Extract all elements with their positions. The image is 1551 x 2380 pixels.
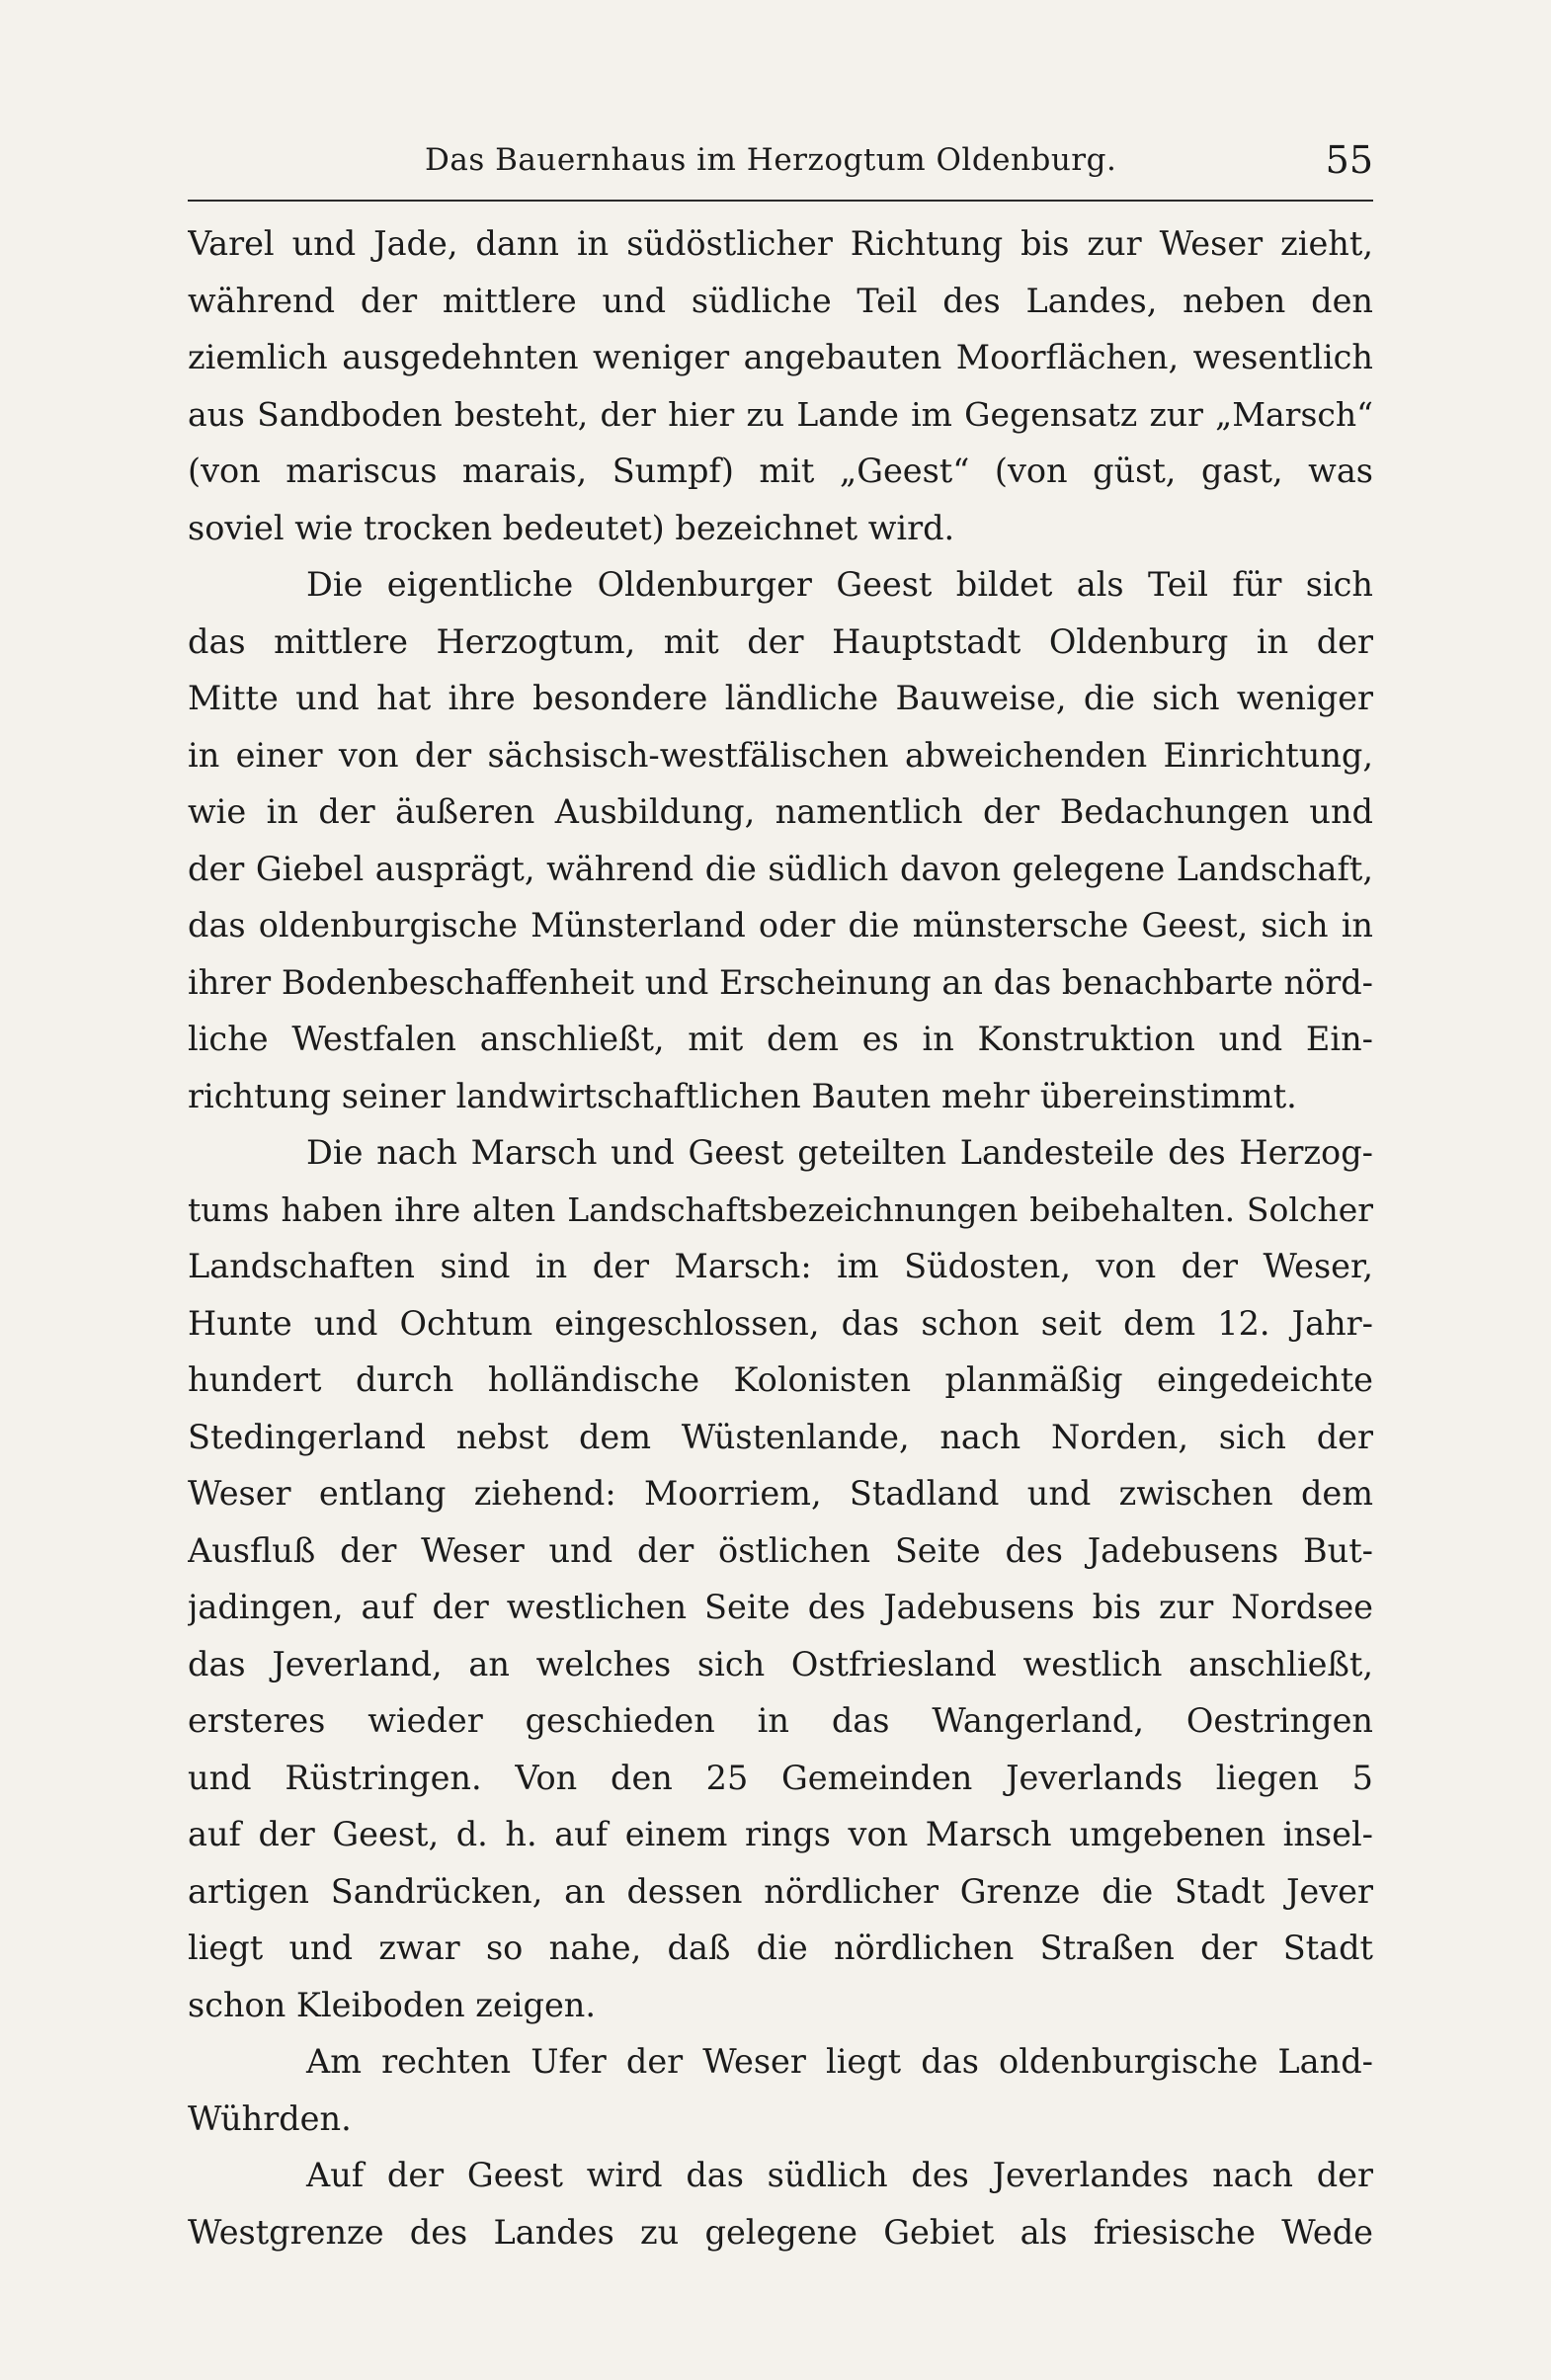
text-line: Wührden. <box>188 2098 352 2138</box>
text-line: (von mariscus marais, Sumpf) mit „Geest“ (von güst, gast, was <box>188 451 1373 490</box>
text-line: Weser entlang ziehend: Moorriem, Stadland und zwischen dem <box>188 1474 1373 1513</box>
text-line: Ausfluß der Weser und der östlichen Seite des Jadebusens But- <box>188 1530 1373 1570</box>
text-line: artigen Sandrücken, an dessen nördlicher Grenze die Stadt Jever <box>188 1871 1373 1911</box>
text-line: Stedingerland nebst dem Wüstenlande, nach Norden, sich der <box>188 1417 1373 1456</box>
text-line: jadingen, auf der westlichen Seite des Jadebusens bis zur Nordsee <box>188 1588 1373 1626</box>
text-line: wie in der äußeren Ausbildung, namentlich der Bedachungen und <box>188 792 1373 831</box>
text-line: in einer von der sächsisch-westfälischen abweichenden Einrichtung, <box>188 735 1373 775</box>
text-line: liche Westfalen anschließt, mit dem es in Konstruktion und Ein- <box>188 1020 1373 1058</box>
text-line: richtung seiner landwirtschaftlichen Bauten mehr übereinstimmt. <box>188 1076 1297 1115</box>
page-number: 55 <box>1325 138 1373 182</box>
text-line: Westgrenze des Landes zu gelegene Gebiet als friesische Wede <box>188 2212 1373 2252</box>
text-line: Die nach Marsch und Geest geteilten Landesteile des Herzog- <box>306 1133 1373 1172</box>
text-line: Die eigentliche Oldenburger Geest bildet als Teil für sich <box>306 565 1373 604</box>
text-line: Landschaften sind in der Marsch: im Südosten, von der Weser, <box>188 1247 1373 1285</box>
text-line: Auf der Geest wird das südlich des Jeverlandes nach der <box>306 2156 1373 2194</box>
text-line: Hunte und Ochtum eingeschlossen, das schon seit dem 12. Jahr- <box>188 1303 1373 1343</box>
header-rule <box>188 200 1373 202</box>
text-line: Varel und Jade, dann in südöstlicher Richtung bis zur Weser zieht, <box>188 224 1373 263</box>
text-line: schon Kleiboden zeigen. <box>188 1985 596 2024</box>
text-line: ihrer Bodenbeschaffenheit und Erscheinung an das benachbarte nörd- <box>188 962 1373 1002</box>
body-text <box>188 215 1373 2260</box>
text-line: das mittlere Herzogtum, mit der Hauptstadt Oldenburg in der <box>188 621 1373 661</box>
text-line: tums haben ihre alten Landschaftsbezeichnungen beibehalten. Solcher <box>188 1190 1373 1229</box>
text-line: auf der Geest, d. h. auf einem rings von Marsch umgebenen insel- <box>188 1815 1373 1853</box>
running-title: Das Bauernhaus im Herzogtum Oldenburg. <box>425 142 1117 178</box>
text-line: der Giebel ausprägt, während die südlich davon gelegene Landschaft, <box>188 849 1373 888</box>
text-line: soviel wie trocken bedeutet) bezeichnet wird. <box>188 508 955 547</box>
text-line: liegt und zwar so nahe, daß die nördlichen Straßen der Stadt <box>188 1929 1373 1967</box>
text-line: ersteres wieder geschieden in das Wangerland, Oestringen <box>188 1701 1373 1740</box>
text-line: ziemlich ausgedehnten weniger angebauten Moorflächen, wesentlich <box>188 338 1373 376</box>
text-line: Mitte und hat ihre besondere ländliche Bauweise, die sich weniger <box>188 679 1373 717</box>
text-line: Am rechten Ufer der Weser liegt das oldenburgische Land- <box>306 2042 1373 2081</box>
text-line: hundert durch holländische Kolonisten planmäßig eingedeichte <box>188 1360 1373 1399</box>
text-line: das oldenburgische Münsterland oder die münstersche Geest, sich in <box>188 906 1373 944</box>
text-line: das Jeverland, an welches sich Ostfriesland westlich anschließt, <box>188 1644 1373 1683</box>
page-header <box>188 138 1373 194</box>
text-line: während der mittlere und südliche Teil des Landes, neben den <box>188 281 1373 320</box>
text-line: und Rüstringen. Von den 25 Gemeinden Jeverlands liegen 5 <box>188 1758 1373 1797</box>
text-line: aus Sandboden besteht, der hier zu Lande im Gegensatz zur „Marsch“ <box>188 394 1373 434</box>
